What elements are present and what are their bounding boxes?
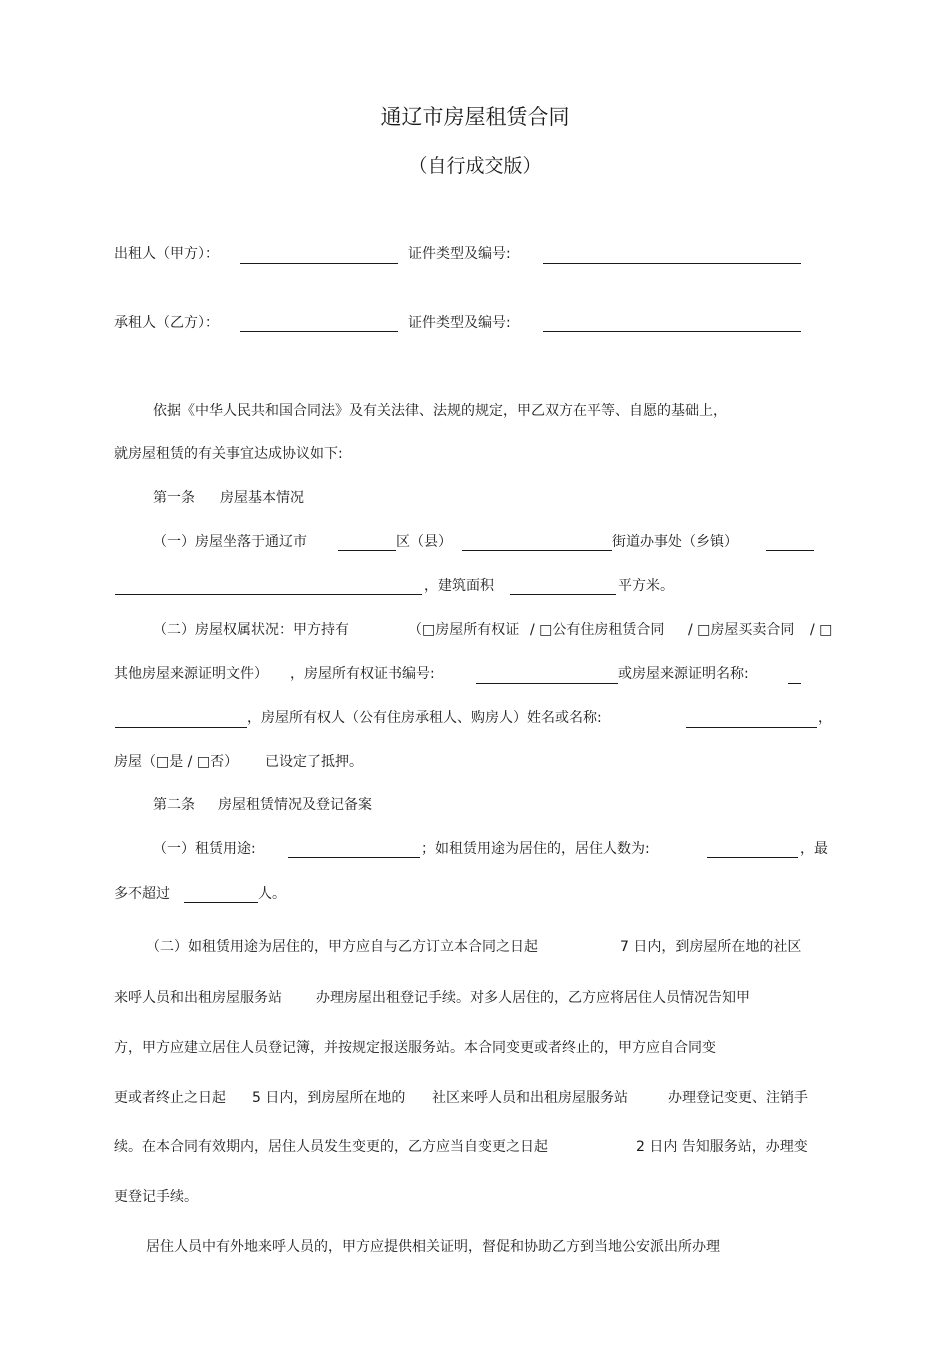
article-1-title: 房屋基本情况 [220, 490, 304, 506]
district-blank[interactable] [338, 550, 396, 551]
a2-p2-line-2b: 办理房屋出租登记手续。对多人居住的，乙方应将居住人员情况告知甲 [316, 990, 750, 1006]
a1-p1-location-label: （一）房屋坐落于通辽市 [153, 534, 307, 550]
a1-p2-owner-label: ，房屋所有权人（公有住房承租人、购房人）姓名或名称: [247, 710, 602, 726]
a1-p1-street-label: 街道办事处（乡镇） [612, 534, 738, 550]
lessee-id-label: 证件类型及编号: [408, 315, 511, 331]
residents-count-blank[interactable] [707, 857, 798, 858]
lessee-id-blank[interactable] [543, 331, 801, 332]
a2-p1-purpose-label: （一）租赁用途: [153, 841, 256, 857]
source-name-blank[interactable] [115, 727, 247, 728]
page-title: 通辽市房屋租赁合同 [380, 105, 570, 129]
owner-name-blank[interactable] [686, 727, 817, 728]
lessee-name-blank[interactable] [240, 331, 398, 332]
max-residents-blank[interactable] [184, 902, 258, 903]
option-other-checkbox[interactable]: / □ [810, 622, 833, 638]
lessor-label: 出租人（甲方）： [114, 246, 219, 262]
a2-p2-line-3: 方，甲方应建立居住人员登记簿，并按规定报送服务站。本合同变更或者终止的，甲方应自合同变 [114, 1040, 716, 1056]
a1-p1-area-label: ，建筑面积 [424, 578, 494, 594]
a2-p1-persons: 人。 [258, 886, 286, 902]
lessor-id-label: 证件类型及编号: [408, 246, 511, 262]
cert-number-blank[interactable] [476, 683, 618, 684]
mortgage-label: 已设定了抵押。 [265, 754, 363, 770]
intro-line-2: 就房屋租赁的有关事宜达成协议如下: [114, 446, 343, 462]
a2-p1-max-a: ，最 [800, 841, 828, 857]
source-name-blank-start[interactable] [788, 683, 801, 684]
mortgage-options[interactable]: 房屋（□是 / □否） [114, 754, 239, 770]
a2-p2-line-1a: （二）如租赁用途为居住的，甲方应自与乙方订立本合同之日起 [146, 939, 538, 955]
a2-p2-line-4a: 更或者终止之日起 [114, 1090, 226, 1106]
a1-p1-area-unit: 平方米。 [618, 578, 674, 594]
option-public-lease[interactable]: / □公有住房租赁合同 [530, 622, 665, 638]
a2-p1-residents-label: ；如租赁用途为居住的，居住人数为: [421, 841, 650, 857]
article-1-heading: 第一条 [153, 490, 195, 506]
a1-p2-ownership-label: （二）房屋权属状况：甲方持有 [153, 622, 349, 638]
a2-p1-max-b: 多不超过 [114, 886, 170, 902]
a2-p2-line-5b: 2 日内 告知服务站，办理变 [636, 1139, 808, 1155]
a1-p2-cert-no-label: ，房屋所有权证书编号: [290, 666, 435, 682]
intro-line-1: 依据《中华人民共和国合同法》及有关法律、法规的规定，甲乙双方在平等、自愿的基础上， [153, 403, 727, 419]
a1-p2-source-label: 或房屋来源证明名称: [618, 666, 749, 682]
a2-p2-line-4c: 社区来呼人员和出租房屋服务站 [432, 1090, 628, 1106]
a2-p2-line-4d: 办理登记变更、注销手 [668, 1090, 808, 1106]
address-blank[interactable] [115, 594, 422, 595]
option-purchase-contract[interactable]: / □房屋买卖合同 [688, 622, 795, 638]
a2-p2-line-2a: 来呼人员和出租房屋服务站 [114, 990, 282, 1006]
a2-p2-line-6: 更登记手续。 [114, 1189, 198, 1205]
a2-p2-line-4b: 5 日内，到房屋所在地的 [252, 1090, 406, 1106]
a1-p1-district-label: 区（县） [396, 534, 452, 550]
option-ownership-cert[interactable]: （□房屋所有权证 [408, 622, 520, 638]
a2-p2-line-5a: 续。在本合同有效期内，居住人员发生变更的，乙方应当自变更之日起 [114, 1139, 548, 1155]
a1-p2-other-docs: 其他房屋来源证明文件） [114, 666, 268, 682]
street-office-blank[interactable] [462, 550, 612, 551]
township-blank[interactable] [766, 550, 814, 551]
a2-p2-line-1b: 7 日内，到房屋所在地的社区 [620, 939, 802, 955]
article-2-heading: 第二条 [153, 797, 195, 813]
a2-p3-line-1: 居住人员中有外地来呼人员的，甲方应提供相关证明，督促和协助乙方到当地公安派出所办理 [146, 1239, 720, 1255]
purpose-blank[interactable] [288, 857, 420, 858]
a1-p2-comma: ， [818, 710, 832, 726]
lessor-id-blank[interactable] [543, 263, 801, 264]
page-subtitle: （自行成交版） [408, 155, 542, 177]
lessee-label: 承租人（乙方）： [114, 315, 219, 331]
lessor-name-blank[interactable] [240, 263, 398, 264]
area-blank[interactable] [510, 594, 616, 595]
article-2-title: 房屋租赁情况及登记备案 [218, 797, 372, 813]
